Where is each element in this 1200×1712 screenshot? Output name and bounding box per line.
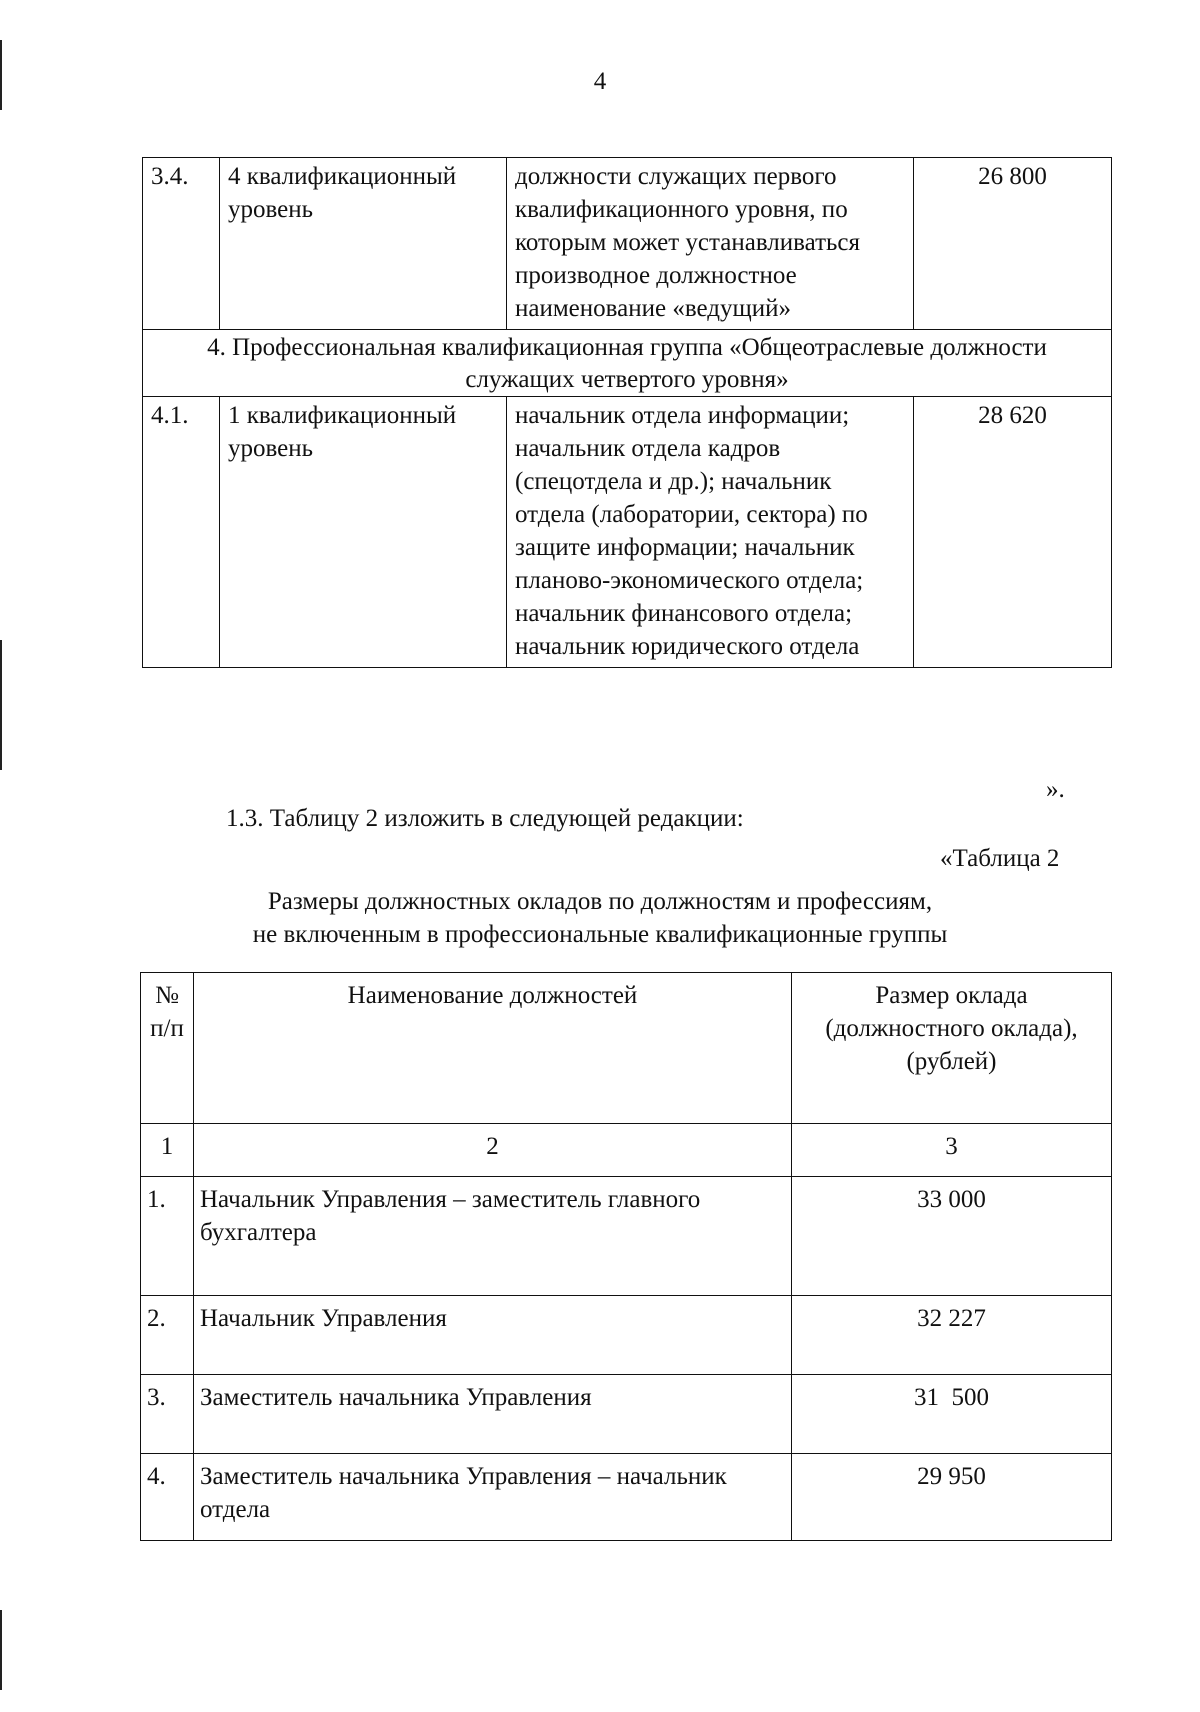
position-description: начальник отдела информации; начальник отдела кадров (спецотдела и др.); начальник отдела (лаборатории, сектора) по защите информации; начальник планово-экономического отдела; начальник финансового отдела; начальник юридического отдела	[507, 397, 914, 668]
salary-value: 29 950	[792, 1454, 1112, 1541]
header-num: № п/п	[141, 973, 194, 1124]
position-name: Заместитель начальника Управления – начальник отдела	[194, 1454, 792, 1541]
table-row	[141, 1296, 1112, 1375]
table-label: «Таблица 2	[940, 845, 1060, 872]
table-row	[141, 1375, 1112, 1454]
table-row	[141, 1177, 1112, 1296]
table-title-line: не включенным в профессиональные квалификационные группы	[252, 921, 948, 948]
salary-value: 28 620	[914, 397, 1112, 668]
group-header-row	[143, 330, 1112, 397]
qualification-table	[142, 157, 1112, 668]
column-number: 2	[194, 1124, 792, 1177]
position-name: Начальник Управления – заместитель главного бухгалтера	[194, 1177, 792, 1296]
position-name: Заместитель начальника Управления	[194, 1375, 792, 1454]
table-row	[143, 397, 1112, 668]
position-description: должности служащих первого квалификационного уровня, по которым может устанавливаться производное должностное наименование «ведущий»	[507, 158, 914, 330]
salary-value: 31 500	[792, 1375, 1112, 1454]
row-number: 3.4.	[143, 158, 220, 330]
table-header-row	[141, 973, 1112, 1124]
salary-value: 32 227	[792, 1296, 1112, 1375]
column-numbers-row	[141, 1124, 1112, 1177]
row-number: 1.	[141, 1177, 194, 1296]
page-number: 4	[593, 68, 607, 95]
row-number: 2.	[141, 1296, 194, 1375]
row-number: 4.	[141, 1454, 194, 1541]
salary-value: 26 800	[914, 158, 1112, 330]
table-row	[141, 1454, 1112, 1541]
table-row	[143, 158, 1112, 330]
scan-edge-mark	[0, 640, 2, 770]
position-name: Начальник Управления	[194, 1296, 792, 1375]
salary-table	[140, 972, 1112, 1541]
qualification-level: 4 квалификационный уровень	[220, 158, 507, 330]
qualification-level: 1 квалификационный уровень	[220, 397, 507, 668]
instruction-text: 1.3. Таблицу 2 изложить в следующей редакции:	[226, 805, 744, 832]
header-salary: Размер оклада (должностного оклада), (рублей)	[792, 973, 1112, 1124]
table-title	[0, 885, 1200, 951]
closing-quote: ».	[1046, 776, 1065, 803]
table-title-line: Размеры должностных окладов по должностям и профессиям,	[267, 888, 933, 915]
row-number: 3.	[141, 1375, 194, 1454]
header-name: Наименование должностей	[194, 973, 792, 1124]
column-number: 3	[792, 1124, 1112, 1177]
group-header: 4. Профессиональная квалификационная группа «Общеотраслевые должности служащих четвертого уровня»	[143, 330, 1112, 397]
scan-edge-mark	[0, 1610, 2, 1690]
salary-value: 33 000	[792, 1177, 1112, 1296]
column-number: 1	[141, 1124, 194, 1177]
row-number: 4.1.	[143, 397, 220, 668]
